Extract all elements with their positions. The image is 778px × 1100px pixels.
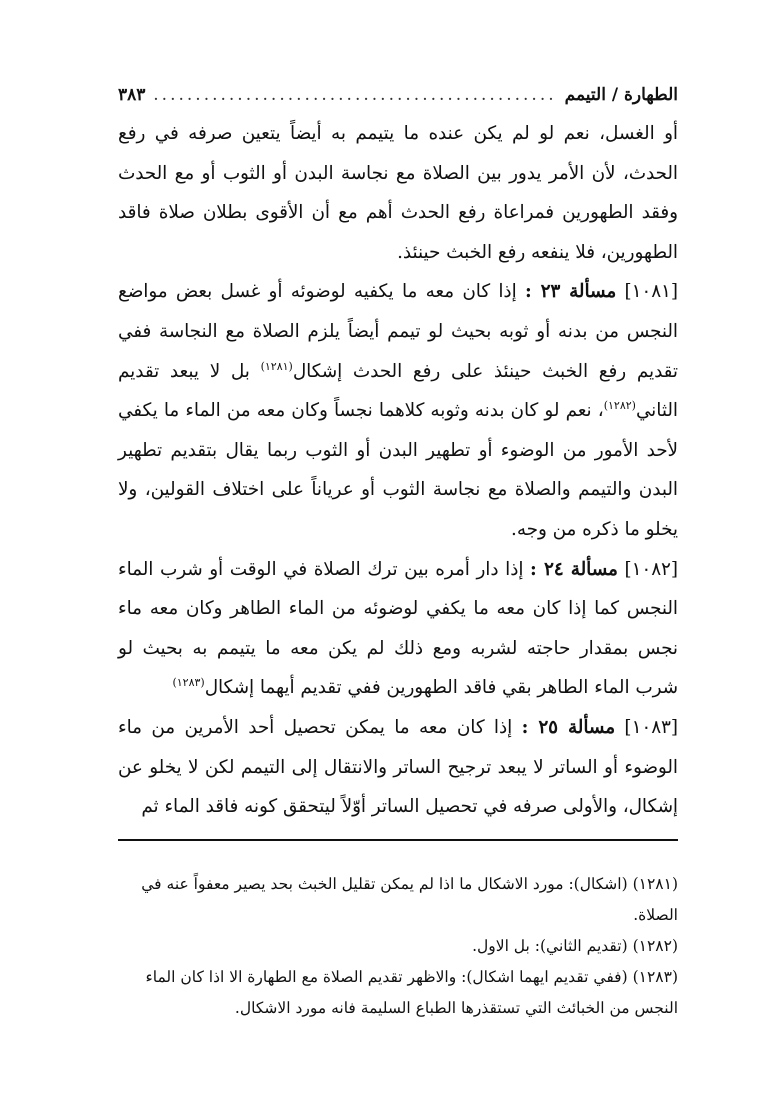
footnote-text: (اشكال): مورد الاشكال ما اذا لم يمكن تقليل الخبث بحد يصير معفواً عنه في الصلاة. — [141, 874, 678, 924]
footnote-number: (١٢٨٣) — [632, 967, 678, 986]
running-header — [118, 82, 678, 114]
issue-text-part-1: إذا كان معه ما يكفيه لوضوئه أو غسل بعض مواضع النجس من بدنه أو ثوبه بحيث لو تيمم أيضاً يلزم الصلاة مع النجاسة ففي تقديم رفع الخبث حينئذ على رفع الحدث إشكال — [118, 281, 679, 382]
issue-text: إذا دار أمره بين ترك الصلاة في الوقت أو شرب الماء النجس كما إذا كان معه ما يكفي لوضوئه من الماء الطاهر وكان معه ماء نجس بمقدار حاجته لشربه ومع ذلك لم يكن معه ما يتيمم به بحيث لو شرب الماء الطاهر بقي فاقد الطهورين ففي تقديم أيهما إشكال — [118, 558, 678, 699]
issue-heading: مسألة ٢٤ : — [530, 558, 618, 580]
issue-number: [١٠٨١] — [624, 281, 678, 303]
leader-dots — [153, 82, 556, 108]
footnotes — [118, 869, 678, 1024]
issue-text-part-3: ، نعم لو كان بدنه وثوبه كلاهما نجساً وكان معه من الماء ما يكفي لأحد الأمور من الوضوء أو تطهير البدن أو الثوب ربما يقال بتقديم تطهير البدن والتيمم والصلاة مع نجاسة الثوب أو عرياناً على اختلاف القولين، ولا يخلو ما ذكره من وجه. — [118, 400, 678, 540]
issue-heading: مسألة ٢٣ : — [524, 281, 617, 303]
issue-text-part-2: بل لا يبعد تقديم الثاني — [118, 360, 678, 422]
section-title: الطهارة / التيمم — [564, 85, 678, 105]
issue-heading: مسألة ٢٥ : — [521, 716, 616, 738]
issue-text: إذا كان معه ما يمكن تحصيل أحد الأمرين من ماء الوضوء أو الساتر لا يبعد ترجيح الساتر والانتقال إلى التيمم لكن لا يخلو عن إشكال، والأولى صرفه في تحصيل الساتر أوّلاً ليتحقق كونه فاقد الماء ثم — [118, 716, 678, 818]
book-page — [118, 82, 678, 1024]
footnote-text: (ففي تقديم ايهما اشكال): والاظهر تقديم الصلاة مع الطهارة الا اذا كان الماء النجس من الخبائث التي تستقذرها الطباع السليمة فانه مورد الاشكال. — [145, 967, 678, 1017]
issue-1083 — [118, 708, 678, 827]
page-number: ٣٨٣ — [118, 85, 146, 105]
footnote-ref-1282[interactable]: (١٢٨٢) — [603, 399, 636, 413]
main-text — [118, 114, 678, 827]
footnote-separator — [118, 839, 678, 841]
issue-1081 — [118, 272, 678, 549]
footnote-ref-1281[interactable]: (١٢٨١) — [260, 359, 293, 373]
footnote-ref-1283[interactable]: (١٢٨٣) — [172, 676, 205, 690]
footnote-1281 — [118, 869, 678, 931]
footnote-number: (١٢٨٢) — [632, 936, 678, 955]
footnote-text: (تقديم الثاني): بل الاول. — [472, 936, 628, 955]
issue-number: [١٠٨٢] — [624, 558, 679, 580]
paragraph-continuation — [118, 114, 678, 272]
issue-1082 — [118, 550, 678, 708]
footnote-1283 — [118, 962, 678, 1024]
footnote-number: (١٢٨١) — [632, 874, 678, 893]
footnote-1282 — [118, 931, 678, 962]
paragraph-text: أو الغسل، نعم لو لم يكن عنده ما يتيمم به أيضاً يتعين صرفه في رفع الحدث، لأن الأمر يدور بين الصلاة مع نجاسة البدن أو الثوب أو مع الحدث وفقد الطهورين فمراعاة رفع الحدث أهم مع أن الأقوى بطلان صلاة فاقد الطهورين، فلا ينفعه رفع الخبث حينئذ. — [118, 123, 678, 263]
issue-number: [١٠٨٣] — [624, 716, 678, 738]
